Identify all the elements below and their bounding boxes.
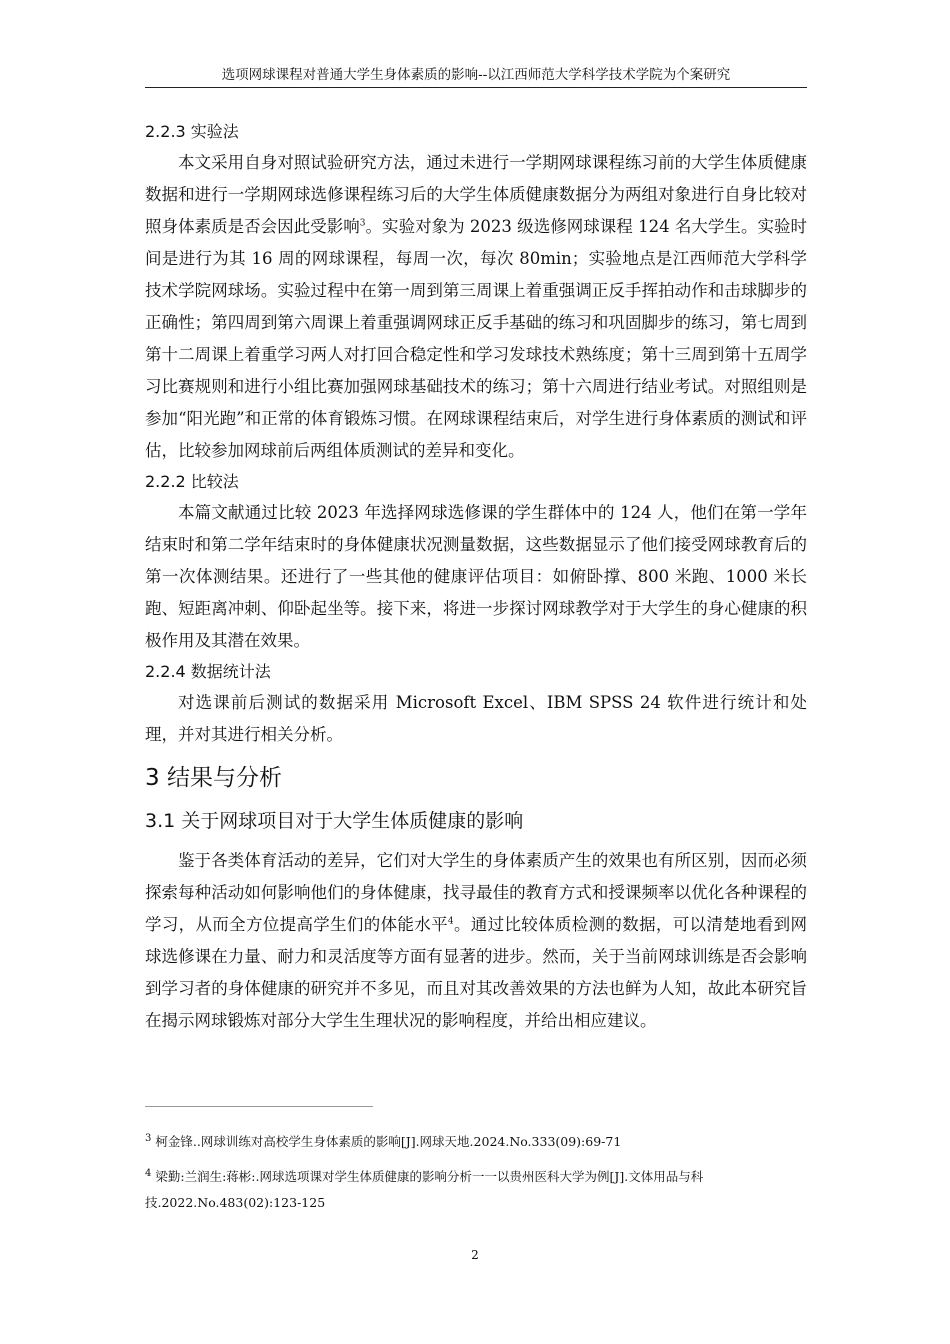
footnote-mark: 4	[145, 1168, 152, 1180]
paragraph-text: 本文采用自身对照试验研究方法，通过未进行一学期网球课程练习前的大学生体质健康数据和进行一学期网球选修课程练习后的大学生体质健康数据分为两组对象进行自身比较对照身体素质是否会因此受影响	[145, 153, 807, 236]
section-heading-2-2-2: 2.2.2 比较法	[145, 472, 239, 491]
footnote-rule	[145, 1106, 373, 1107]
footnote-ref-3[interactable]: 3	[359, 218, 366, 229]
footnotes	[145, 1126, 807, 1222]
footnote-text: 柯金锋..网球训练对高校学生身体素质的影响[J].网球天地.2024.No.333(09):69-71	[155, 1134, 622, 1150]
paragraph-experiment-method	[145, 147, 807, 467]
header-rule	[145, 87, 807, 88]
section-heading-2-2-3: 2.2.3 实验法	[145, 122, 239, 141]
chapter-heading-3: 3 结果与分析	[145, 765, 282, 791]
body-content	[145, 117, 807, 1037]
footnote-text: 梁勤:兰润生:蒋彬:.网球选项课对学生体质健康的影响分析一一以贵州医科大学为例[J].文体用品与科技.2022.No.483(02):123-125	[145, 1169, 704, 1211]
section-heading-2-2-4: 2.2.4 数据统计法	[145, 662, 271, 681]
paragraph-text: 。通过比较体质检测的数据，可以清楚地看到网球选修课在力量、耐力和灵活度等方面有显著的进步。然而，关于当前网球训练是否会影响到学习者的身体健康的研究并不多见，而且对其改善效果的方法也鲜为人知，故此本研究旨在揭示网球锻炼对部分大学生生理状况的影响程度，并给出相应建议。	[145, 915, 808, 1030]
paragraph-text: 。实验对象为 2023 级选修网球课程 124 名大学生。实验时间是进行为其 16 周的网球课程，每周一次，每次 80min；实验地点是江西师范大学科学技术学院网球场。实验过程中在第一周到第三周课上着重强调正反手挥拍动作和击球脚步的正确性；第四周到第六周课上着重强调网球正反手基础的练习和巩固脚步的练习，第七周到第十二周课上着重学习两人对打回合稳定性和学习发球技术熟练度；第十三周到第十五周学习比赛规则和进行小组比赛加强网球基础技术的练习；第十六周进行结业考试。对照组则是参加“阳光跑”和正常的体育锻炼习惯。在网球课程结束后，对学生进行身体素质的测试和评估，比较参加网球前后两组体质测试的差异和变化。	[145, 217, 808, 460]
section-heading-3-1: 3.1 关于网球项目对于大学生体质健康的影响	[145, 810, 524, 832]
paragraph-comparison-method: 本篇文献通过比较 2023 年选择网球选修课的学生群体中的 124 人，他们在第一学年结束时和第二学年结束时的身体健康状况测量数据，这些数据显示了他们接受网球教育后的第一次体测结果。还进行了一些其他的健康评估项目：如俯卧撑、800 米跑、1000 米长跑、短距离冲刺、仰卧起坐等。接下来，将进一步探讨网球教学对于大学生的身心健康的积极作用及其潜在效果。	[145, 503, 807, 650]
paragraph-text: 鉴于各类体育活动的差异，它们对大学生的身体素质产生的效果也有所区别，因而必须探索每种活动如何影响他们的身体健康，找寻最佳的教育方式和授课频率以优化各种课程的学习，从而全方位提高学生们的体能水平	[145, 851, 807, 934]
running-header: 选项网球课程对普通大学生身体素质的影响--以江西师范大学科学技术学院为个案研究	[221, 67, 731, 83]
page-number: 2	[471, 1248, 479, 1262]
footnote-3	[145, 1126, 807, 1155]
footnote-ref-4[interactable]: 4	[447, 916, 454, 927]
footnote-4	[145, 1161, 807, 1216]
footnote-mark: 3	[145, 1133, 152, 1144]
paragraph-statistics-method: 对选课前后测试的数据采用 Microsoft Excel、IBM SPSS 24 软件进行统计和处理，并对其进行相关分析。	[145, 693, 807, 744]
paragraph-tennis-effect	[145, 845, 807, 1037]
